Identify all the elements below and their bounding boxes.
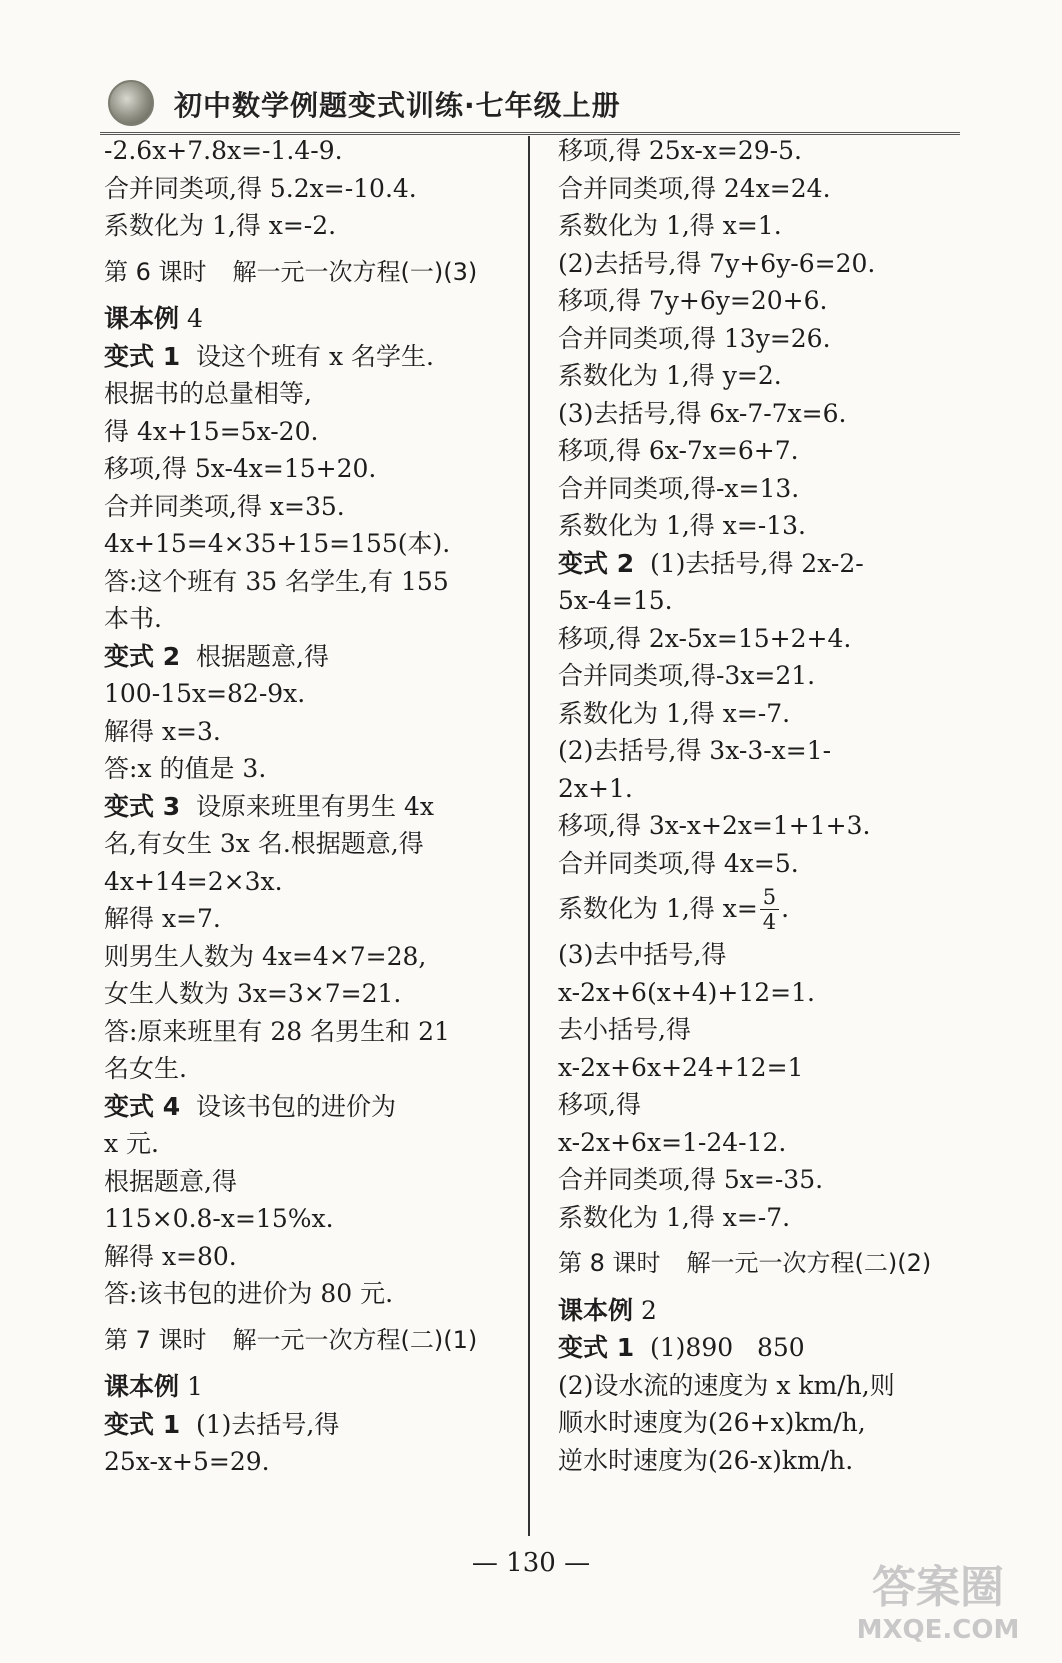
labeled-line — [104, 638, 514, 676]
line-text: 设该书包的进价为 — [180, 1091, 397, 1121]
labeled-line — [104, 338, 514, 376]
text-line: 合并同类项,得 13y=26. — [558, 323, 831, 353]
line-text: 设原来班里有男生 4x — [180, 791, 434, 821]
text-line: 本书. — [104, 604, 162, 633]
line-text: 设这个班有 x 名学生. — [180, 341, 434, 371]
text-line: x-2x+6(x+4)+12=1. — [558, 977, 815, 1007]
text-line: 系数化为 1,得 x=-7. — [558, 698, 791, 728]
watermark-logo — [838, 1562, 1038, 1654]
text-line: 合并同类项,得 24x=24. — [558, 173, 831, 203]
bold-label: 变式 1 — [558, 1333, 635, 1362]
bold-label: 变式 3 — [104, 791, 181, 821]
text-line: 合并同类项,得-3x=21. — [558, 661, 816, 690]
line-text: (1)890 850 — [634, 1333, 805, 1362]
line-text: 根据题意,得 — [180, 641, 329, 671]
bold-label: 变式 1 — [104, 341, 181, 371]
text-line: 4x+14=2×3x. — [104, 866, 283, 896]
text-line: 合并同类项,得 5.2x=-10.4. — [104, 173, 417, 203]
fraction-denominator: 4 — [762, 909, 777, 934]
text-line: 解得 x=80. — [104, 1241, 237, 1271]
text-line: 系数化为 1,得 x=1. — [558, 211, 782, 240]
text-line: (2)去括号,得 3x-3-x=1- — [558, 736, 832, 765]
text-line: 答:该书包的进价为 80 元. — [104, 1279, 394, 1308]
text-line: 系数化为 1,得 x=-7. — [558, 1202, 791, 1232]
bold-label: 课本例 — [104, 304, 180, 333]
bold-label: 变式 4 — [104, 1091, 181, 1121]
text-line: 115×0.8-x=15%x. — [104, 1204, 334, 1233]
watermark-text: 答案圈 — [872, 1562, 1004, 1613]
text-line: 25x-x+5=29. — [104, 1447, 270, 1476]
text-line: (2)去括号,得 7y+6y-6=20. — [558, 248, 876, 278]
fraction-numerator: 5 — [760, 885, 779, 910]
text-line: 答:x 的值是 3. — [104, 754, 267, 783]
labeled-line — [558, 1329, 958, 1367]
text-line: 移项,得 3x-x+2x=1+1+3. — [558, 811, 871, 840]
lesson-title: 解一元一次方程(二)(2) — [686, 1249, 932, 1277]
text-line: x-2x+6x=1-24-12. — [558, 1127, 787, 1157]
watermark-url: MXQE.COM — [856, 1615, 1020, 1645]
book-logo-icon — [108, 80, 154, 126]
text-line: 2x+1. — [558, 773, 633, 803]
text-line: x-2x+6x+24+12=1 — [558, 1052, 804, 1082]
column-divider — [528, 136, 530, 1536]
text-line: 根据书的总量相等, — [104, 379, 312, 408]
text-line: 逆水时速度为(26-x)km/h. — [558, 1445, 854, 1475]
text-line: 移项,得 — [558, 1090, 641, 1119]
lesson-title: 解一元一次方程(二)(1) — [232, 1325, 478, 1354]
text-line: 名,有女生 3x 名.根据题意,得 — [104, 829, 424, 858]
text-line: 系数化为 1,得 x=-13. — [558, 511, 806, 540]
text-line: 合并同类项,得 5x=-35. — [558, 1165, 824, 1194]
text-line: 5x-4=15. — [558, 586, 673, 615]
text-line: 移项,得 5x-4x=15+20. — [104, 454, 377, 483]
labeled-line — [558, 1292, 958, 1330]
left-column — [104, 132, 514, 1481]
text-line: (3)去括号,得 6x-7-7x=6. — [558, 398, 847, 428]
lesson-number: 第 8 课时 — [558, 1249, 661, 1277]
text-line: 解得 x=3. — [104, 716, 221, 746]
text-line: 移项,得 2x-5x=15+2+4. — [558, 623, 852, 653]
line-text: 1 — [179, 1372, 203, 1401]
bold-label: 变式 2 — [104, 641, 181, 671]
text-line: 解得 x=7. — [104, 904, 221, 933]
labeled-line — [104, 300, 514, 338]
lesson-heading — [558, 1245, 958, 1283]
page-number: — 130 — — [471, 1548, 591, 1578]
text-line: 移项,得 6x-7x=6+7. — [558, 436, 799, 465]
text-line: 女生人数为 3x=3×7=21. — [104, 979, 402, 1008]
labeled-line — [104, 1368, 514, 1406]
line-text: (1)去括号,得 — [180, 1409, 340, 1439]
line-text: 4 — [179, 304, 203, 333]
text-line: 顺水时速度为(26+x)km/h, — [558, 1408, 866, 1437]
text-line: 去小括号,得 — [558, 1015, 691, 1044]
text-line: 得 4x+15=5x-20. — [104, 416, 319, 446]
labeled-line — [104, 1406, 514, 1444]
text-segment: . — [781, 894, 790, 924]
text-line: 根据题意,得 — [104, 1166, 237, 1196]
text-line: 移项,得 25x-x=29-5. — [558, 136, 802, 165]
text-line: 答:这个班有 35 名学生,有 155 — [104, 566, 449, 596]
text-line: x 元. — [104, 1129, 159, 1158]
text-line: (2)设水流的速度为 x km/h,则 — [558, 1370, 895, 1400]
text-line-fraction — [558, 882, 958, 936]
line-text: (1)去括号,得 2x-2- — [634, 548, 864, 578]
lesson-title: 解一元一次方程(一)(3) — [232, 257, 478, 286]
fraction — [760, 885, 779, 934]
bold-label: 课本例 — [104, 1372, 180, 1401]
text-line: 答:原来班里有 28 名男生和 21 — [104, 1016, 450, 1046]
text-line: 名女生. — [104, 1054, 187, 1083]
text-segment: 系数化为 1,得 x= — [558, 894, 758, 924]
text-line: 合并同类项,得 4x=5. — [558, 848, 799, 878]
text-line: 系数化为 1,得 x=-2. — [104, 211, 337, 240]
text-line: (3)去中括号,得 — [558, 940, 727, 969]
header-title: 初中数学例题变式训练·七年级上册 — [174, 89, 621, 122]
bold-label: 变式 1 — [104, 1409, 181, 1439]
lesson-heading — [104, 1322, 514, 1360]
lesson-number: 第 7 课时 — [104, 1325, 207, 1354]
labeled-line — [104, 788, 514, 826]
text-line: 合并同类项,得 x=35. — [104, 491, 345, 521]
text-line: 系数化为 1,得 y=2. — [558, 361, 782, 390]
line-text: 2 — [633, 1295, 657, 1325]
text-line: -2.6x+7.8x=-1.4-9. — [104, 136, 343, 165]
page-header — [100, 72, 960, 132]
text-line: 100-15x=82-9x. — [104, 679, 306, 708]
text-line: 合并同类项,得-x=13. — [558, 473, 800, 503]
labeled-line — [104, 1088, 514, 1126]
lesson-heading — [104, 254, 514, 292]
labeled-line — [558, 545, 958, 583]
text-line: 则男生人数为 4x=4×7=28, — [104, 941, 427, 971]
lesson-number: 第 6 课时 — [104, 257, 207, 286]
text-line: 移项,得 7y+6y=20+6. — [558, 286, 828, 315]
text-line: 4x+15=4×35+15=155(本). — [104, 529, 451, 558]
bold-label: 变式 2 — [558, 548, 635, 578]
right-column — [558, 132, 958, 1479]
bold-label: 课本例 — [558, 1295, 634, 1325]
